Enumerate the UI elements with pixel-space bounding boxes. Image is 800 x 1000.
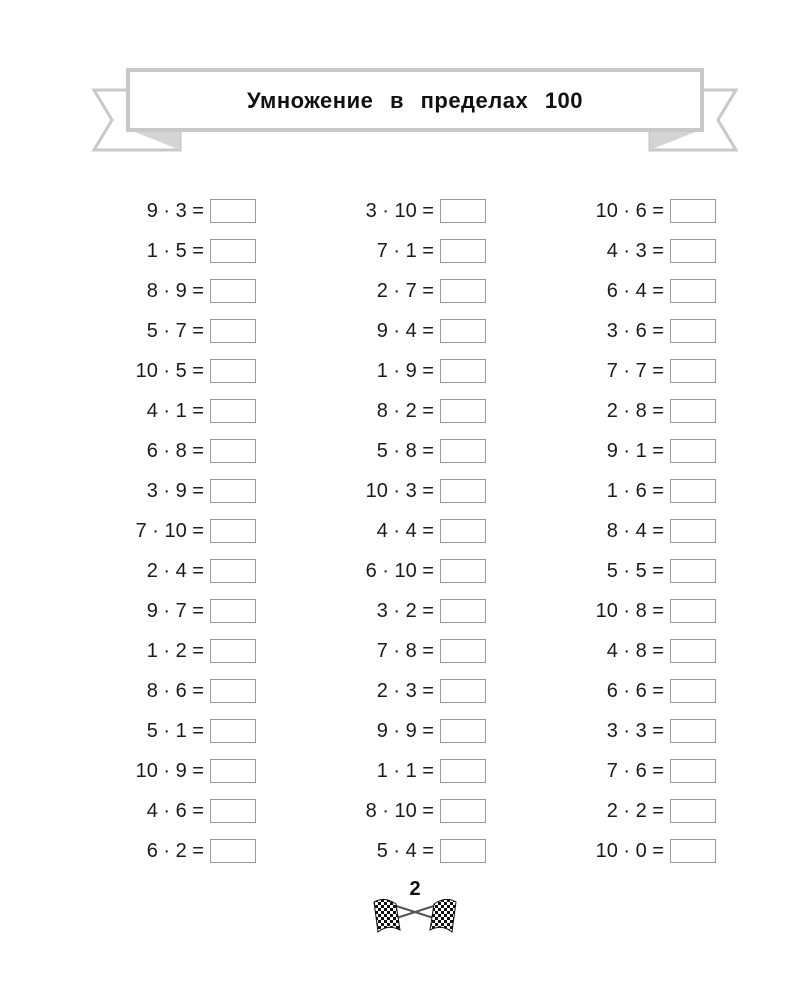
answer-box[interactable] — [210, 479, 256, 503]
answer-box[interactable] — [670, 279, 716, 303]
answer-box[interactable] — [670, 799, 716, 823]
exercise-expression: 6 · 6 = — [606, 679, 664, 702]
exercise-row — [486, 831, 716, 871]
exercise-row — [0, 471, 256, 511]
column-3 — [486, 191, 716, 871]
exercise-row — [486, 511, 716, 551]
exercise-expression: 8 · 10 = — [365, 799, 434, 822]
answer-box[interactable] — [440, 479, 486, 503]
exercise-expression: 4 · 6 = — [146, 799, 204, 822]
answer-box[interactable] — [210, 519, 256, 543]
exercise-expression: 5 · 7 = — [146, 319, 204, 342]
title-banner — [0, 0, 800, 170]
exercise-row — [0, 671, 256, 711]
answer-box[interactable] — [670, 319, 716, 343]
exercise-row — [256, 391, 486, 431]
exercise-row — [0, 591, 256, 631]
answer-box[interactable] — [670, 199, 716, 223]
exercise-expression: 1 · 5 = — [146, 239, 204, 262]
answer-box[interactable] — [210, 239, 256, 263]
answer-box[interactable] — [210, 679, 256, 703]
exercise-row — [0, 511, 256, 551]
exercise-row — [486, 191, 716, 231]
exercise-expression: 7 · 7 = — [606, 359, 664, 382]
exercise-row — [256, 191, 486, 231]
exercise-row — [256, 831, 486, 871]
exercise-expression: 8 · 6 = — [146, 679, 204, 702]
exercise-row — [486, 351, 716, 391]
exercise-expression: 9 · 4 = — [376, 319, 434, 342]
exercise-expression: 9 · 7 = — [146, 599, 204, 622]
answer-box[interactable] — [210, 439, 256, 463]
exercise-expression: 1 · 6 = — [606, 479, 664, 502]
answer-box[interactable] — [670, 439, 716, 463]
exercise-expression: 5 · 5 = — [606, 559, 664, 582]
answer-box[interactable] — [210, 799, 256, 823]
exercise-row — [256, 431, 486, 471]
exercise-row — [256, 311, 486, 351]
exercise-expression: 1 · 2 = — [146, 639, 204, 662]
exercise-row — [256, 631, 486, 671]
exercise-row — [486, 391, 716, 431]
exercise-row — [256, 711, 486, 751]
exercise-row — [256, 351, 486, 391]
exercise-row — [256, 471, 486, 511]
exercise-expression: 2 · 8 = — [606, 399, 664, 422]
exercise-expression: 2 · 7 = — [376, 279, 434, 302]
exercise-row — [256, 231, 486, 271]
column-1 — [0, 191, 256, 871]
answer-box[interactable] — [440, 359, 486, 383]
exercise-expression: 3 · 6 = — [606, 319, 664, 342]
answer-box[interactable] — [440, 839, 486, 863]
answer-box[interactable] — [670, 559, 716, 583]
page-number: 2 — [409, 878, 421, 900]
answer-box[interactable] — [440, 319, 486, 343]
page-title: Умножение в пределах 100 — [246, 88, 584, 113]
exercise-expression: 10 · 6 = — [595, 199, 664, 222]
exercise-expression: 3 · 2 = — [376, 599, 434, 622]
answer-box[interactable] — [210, 599, 256, 623]
exercise-row — [256, 591, 486, 631]
exercise-row — [0, 551, 256, 591]
answer-box[interactable] — [440, 599, 486, 623]
exercise-expression: 9 · 9 = — [376, 719, 434, 742]
answer-box[interactable] — [210, 319, 256, 343]
exercise-row — [256, 551, 486, 591]
exercise-expression: 7 · 10 = — [135, 519, 204, 542]
exercise-row — [0, 391, 256, 431]
exercise-expression: 2 · 3 = — [376, 679, 434, 702]
answer-box[interactable] — [440, 719, 486, 743]
exercise-row — [0, 831, 256, 871]
exercise-expression: 5 · 4 = — [376, 839, 434, 862]
exercise-expression: 3 · 9 = — [146, 479, 204, 502]
answer-box[interactable] — [210, 839, 256, 863]
exercise-expression: 8 · 9 = — [146, 279, 204, 302]
exercise-row — [256, 751, 486, 791]
exercise-row — [486, 591, 716, 631]
exercise-expression: 6 · 8 = — [146, 439, 204, 462]
exercise-row — [486, 231, 716, 271]
exercise-row — [486, 711, 716, 751]
exercise-row — [0, 711, 256, 751]
exercise-expression: 6 · 10 = — [365, 559, 434, 582]
exercise-expression: 7 · 1 = — [376, 239, 434, 262]
exercise-expression: 10 · 3 = — [365, 479, 434, 502]
answer-box[interactable] — [670, 759, 716, 783]
exercise-row — [486, 751, 716, 791]
answer-box[interactable] — [670, 399, 716, 423]
exercise-expression: 10 · 5 = — [135, 359, 204, 382]
exercise-expression: 8 · 2 = — [376, 399, 434, 422]
exercise-expression: 10 · 8 = — [595, 599, 664, 622]
answer-box[interactable] — [670, 239, 716, 263]
exercise-row — [256, 671, 486, 711]
exercise-row — [0, 351, 256, 391]
exercise-expression: 10 · 9 = — [135, 759, 204, 782]
exercise-expression: 2 · 4 = — [146, 559, 204, 582]
exercise-row — [486, 551, 716, 591]
exercise-expression: 8 · 4 = — [606, 519, 664, 542]
exercise-expression: 4 · 3 = — [606, 239, 664, 262]
answer-box[interactable] — [210, 279, 256, 303]
answer-box[interactable] — [440, 639, 486, 663]
column-2 — [256, 191, 486, 871]
answer-box[interactable] — [440, 679, 486, 703]
exercise-row — [0, 791, 256, 831]
exercise-expression: 4 · 8 = — [606, 639, 664, 662]
exercise-expression: 4 · 1 = — [146, 399, 204, 422]
exercise-expression: 1 · 9 = — [376, 359, 434, 382]
exercise-row — [0, 191, 256, 231]
exercise-expression: 2 · 2 = — [606, 799, 664, 822]
exercise-row — [0, 231, 256, 271]
exercise-expression: 5 · 8 = — [376, 439, 434, 462]
exercise-expression: 1 · 1 = — [376, 759, 434, 782]
exercise-expression: 4 · 4 = — [376, 519, 434, 542]
answer-box[interactable] — [210, 199, 256, 223]
exercise-expression: 9 · 1 = — [606, 439, 664, 462]
answer-box[interactable] — [440, 239, 486, 263]
exercise-row — [486, 671, 716, 711]
answer-box[interactable] — [670, 599, 716, 623]
answer-box[interactable] — [210, 399, 256, 423]
exercise-expression: 3 · 3 = — [606, 719, 664, 742]
answer-box[interactable] — [670, 719, 716, 743]
exercise-row — [0, 311, 256, 351]
exercise-columns — [0, 191, 800, 871]
answer-box[interactable] — [670, 359, 716, 383]
answer-box[interactable] — [210, 759, 256, 783]
exercise-row — [486, 311, 716, 351]
exercise-expression: 7 · 8 = — [376, 639, 434, 662]
exercise-row — [486, 791, 716, 831]
exercise-row — [0, 271, 256, 311]
exercise-row — [0, 751, 256, 791]
answer-box[interactable] — [670, 479, 716, 503]
answer-box[interactable] — [440, 559, 486, 583]
exercise-expression: 9 · 3 = — [146, 199, 204, 222]
exercise-expression: 3 · 10 = — [365, 199, 434, 222]
answer-box[interactable] — [210, 639, 256, 663]
page-footer — [360, 872, 470, 952]
exercise-row — [486, 471, 716, 511]
answer-box[interactable] — [440, 399, 486, 423]
exercise-expression: 7 · 6 = — [606, 759, 664, 782]
exercise-expression: 5 · 1 = — [146, 719, 204, 742]
exercise-row — [0, 431, 256, 471]
answer-box[interactable] — [440, 439, 486, 463]
exercise-expression: 6 · 2 = — [146, 839, 204, 862]
exercise-expression: 10 · 0 = — [595, 839, 664, 862]
answer-box[interactable] — [440, 799, 486, 823]
exercise-row — [486, 431, 716, 471]
answer-box[interactable] — [440, 759, 486, 783]
answer-box[interactable] — [210, 559, 256, 583]
answer-box[interactable] — [670, 639, 716, 663]
answer-box[interactable] — [210, 719, 256, 743]
exercise-row — [256, 511, 486, 551]
answer-box[interactable] — [670, 519, 716, 543]
answer-box[interactable] — [210, 359, 256, 383]
answer-box[interactable] — [440, 199, 486, 223]
answer-box[interactable] — [670, 679, 716, 703]
exercise-row — [0, 631, 256, 671]
answer-box[interactable] — [440, 519, 486, 543]
answer-box[interactable] — [440, 279, 486, 303]
exercise-row — [486, 271, 716, 311]
exercise-row — [486, 631, 716, 671]
exercise-expression: 6 · 4 = — [606, 279, 664, 302]
exercise-row — [256, 791, 486, 831]
exercise-row — [256, 271, 486, 311]
answer-box[interactable] — [670, 839, 716, 863]
